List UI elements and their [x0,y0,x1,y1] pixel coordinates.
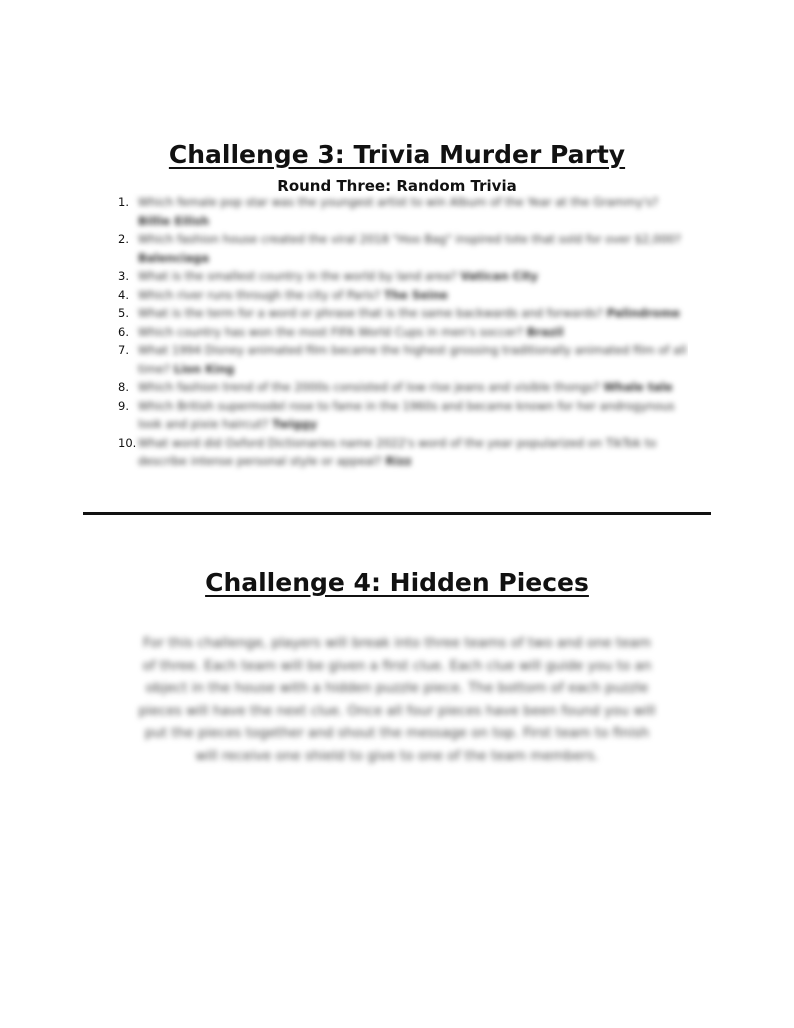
question-number: 10. [118,435,137,450]
challenge-4-title: Challenge 4: Hidden Pieces [205,568,589,597]
question-text: Which female pop star was the youngest artist to win Album of the Year at the Grammy's? [138,195,659,209]
round-subtitle: Round Three: Random Trivia [277,177,517,195]
question-text: Which fashion house created the viral 2018 "Hoo Bag" inspired tote that sold for over $2,000? [138,232,681,246]
list-item [118,378,688,397]
question-text: What word did Oxford Dictionaries name 2022's word of the year popularized on TikTok to describe intense personal style or appeal? [138,435,657,468]
challenge-3-title: Challenge 3: Trivia Murder Party [168,140,626,169]
question-answer: Palindrome [606,306,681,320]
question-number: 2. [118,232,129,246]
list-item [118,341,688,378]
question-number: 8. [118,380,129,394]
question-text: What is the smallest country in the world by land area? [138,269,457,283]
question-answer: The Seine [384,287,448,302]
question-text: Which British supermodel rose to fame in the 1960s and became known for her androgynous look and pixie haircut? [138,398,675,431]
question-number: 4. [118,287,129,302]
list-item [118,304,688,323]
question-text: Which fashion trend of the 2000s consisted of low rise jeans and visible thongs? [138,380,600,394]
list-item [118,267,688,286]
question-number: 6. [118,324,129,339]
question-answer: Brazil [526,324,564,339]
challenge-4-description: For this challenge, players will break into three teams of two and one team of three. Each team will be given a first clue. Each clue will guide you to an object in the house with a hidden puzzle piece. The bottom of each puzzle pieces will have the next clue. Once all four pieces have been found you will put the pieces together and shout the message on top. First team to finish will receive one shield to give to one of the team members. [138,635,656,764]
list-item [118,193,688,230]
question-text: Which country has won the most FIFA World Cups in men's soccer? [138,324,524,339]
list-item [118,230,688,267]
question-number: 7. [118,343,129,357]
section-divider [83,512,711,515]
question-number: 1. [118,195,129,209]
question-answer: Twiggy [272,417,318,431]
list-item [118,286,688,305]
question-number: 9. [118,398,129,413]
question-answer: Balenciaga [138,250,209,265]
question-number: 3. [118,269,129,283]
list-item [118,397,688,434]
question-answer: Rizz [385,454,412,468]
question-number: 5. [118,306,129,320]
question-answer: Lion King [173,361,235,376]
list-item [118,434,688,471]
list-item [118,323,688,342]
question-answer: Billie Eilish [138,213,210,228]
question-text: Which river runs through the city of Paris? [138,287,381,302]
question-text: What 1994 Disney animated film became the highest grossing traditionally animated film of all time? [138,343,687,376]
question-text: What is the term for a word or phrase that is the same backwards and forwards? [138,306,603,320]
question-answer: Whale tale [603,380,673,394]
question-answer: Vatican City [460,269,539,283]
trivia-question-list [118,193,688,511]
